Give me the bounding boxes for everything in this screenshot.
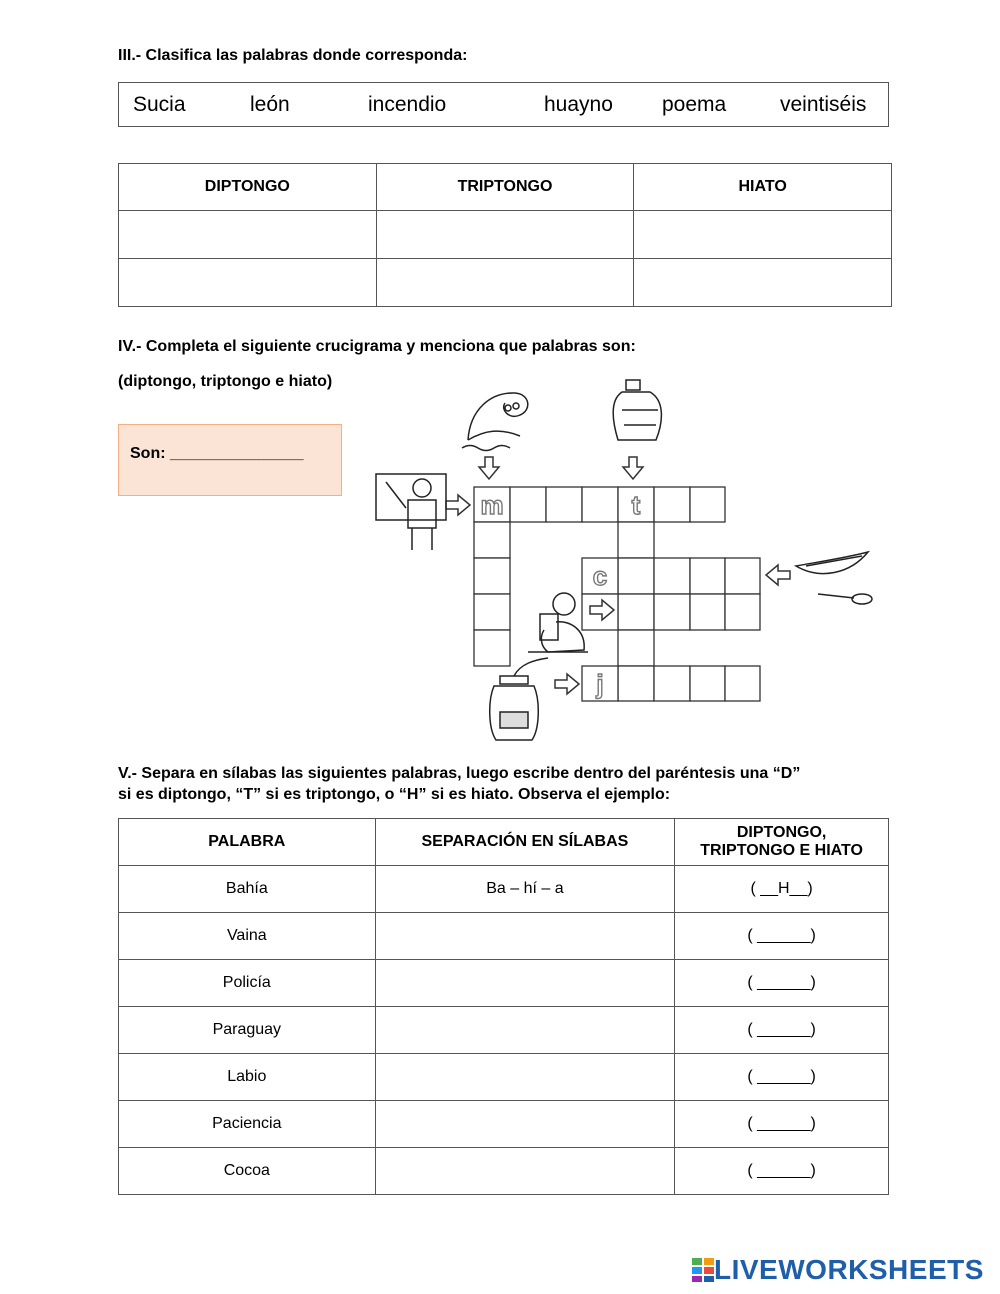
- crossword-grid: [474, 487, 760, 701]
- answer-cell[interactable]: [376, 259, 634, 307]
- header-tipo-line2: TRIPTONGO E HIATO: [700, 842, 863, 859]
- section4-subheading: (diptongo, triptongo e hiato): [118, 373, 333, 390]
- arrow-right-icon: [555, 674, 579, 694]
- answer-cell[interactable]: [119, 211, 377, 259]
- syllable-input[interactable]: [375, 1101, 675, 1148]
- liveworksheets-logo-text: LIVEWORKSHEETS: [714, 1254, 984, 1285]
- crossword-letter-m: m: [480, 490, 504, 520]
- word-cell: Cocoa: [119, 1148, 376, 1195]
- crossword-letter-j: j: [596, 669, 604, 699]
- answer-cell[interactable]: [634, 259, 892, 307]
- teacher-icon: [376, 474, 446, 550]
- arrow-left-icon: [766, 565, 790, 585]
- table-row: [119, 960, 889, 1007]
- child-reading-icon: [528, 593, 588, 652]
- syllable-input[interactable]: [375, 1054, 675, 1101]
- arrow-down-icon: [479, 457, 499, 479]
- table-row: [119, 913, 889, 960]
- header-diptongo: DIPTONGO: [119, 164, 377, 211]
- word-bank-item: huayno: [544, 93, 613, 116]
- table-row: [119, 1054, 889, 1101]
- syllable-cell: Ba – hí – a: [375, 866, 675, 913]
- son-label: Son: _______________: [130, 445, 304, 462]
- table-row: [119, 866, 889, 913]
- son-answer-box[interactable]: [118, 424, 342, 496]
- liveworksheets-logo: [692, 1255, 984, 1285]
- header-separacion: SEPARACIÓN EN SÍLABAS: [375, 819, 675, 866]
- word-cell: Labio: [119, 1054, 376, 1101]
- word-bank-item: poema: [662, 93, 727, 116]
- word-bank-item: veintiséis: [780, 93, 867, 116]
- answer-input[interactable]: ( ______): [675, 1007, 889, 1054]
- answer-input[interactable]: ( ______): [675, 960, 889, 1007]
- header-palabra: PALABRA: [119, 819, 376, 866]
- header-tipo-line1: DIPTONGO,: [736, 824, 827, 841]
- arrow-down-icon: [623, 457, 643, 479]
- word-bank-item: Sucia: [133, 93, 186, 116]
- arrow-right-icon: [446, 495, 470, 515]
- crossword-letter-t: t: [631, 490, 641, 520]
- section5-heading-line2: si es diptongo, “T” si es triptongo, o “H” si es hiato. Observa el ejemplo:: [118, 786, 671, 803]
- word-cell: Paciencia: [119, 1101, 376, 1148]
- word-cell: Paraguay: [119, 1007, 376, 1054]
- tostadora-icon: [613, 380, 661, 440]
- word-cell: Bahía: [119, 866, 376, 913]
- canoe-icon: [796, 552, 872, 604]
- syllable-input[interactable]: [375, 1148, 675, 1195]
- table-row: [119, 1101, 889, 1148]
- header-triptongo: TRIPTONGO: [376, 164, 634, 211]
- header-hiato: HIATO: [634, 164, 892, 211]
- honey-jar-icon: [490, 658, 548, 740]
- answer-input[interactable]: ( ______): [675, 1148, 889, 1195]
- liveworksheets-logo-icon: [692, 1258, 714, 1282]
- crossword-letter-c: c: [592, 561, 608, 591]
- header-tipo: [675, 819, 889, 866]
- table-row: [119, 1007, 889, 1054]
- answer-cell[interactable]: [634, 211, 892, 259]
- section5-heading-line1: V.- Separa en sílabas las siguientes palabras, luego escribe dentro del paréntesis una “D”: [118, 765, 801, 782]
- word-bank-item: león: [250, 93, 290, 116]
- syllable-input[interactable]: [375, 960, 675, 1007]
- syllables-table: [118, 818, 889, 1195]
- word-bank-box: [118, 82, 889, 127]
- word-bank-item: incendio: [368, 93, 447, 116]
- answer-input[interactable]: ( ______): [675, 1054, 889, 1101]
- classification-table: [118, 163, 892, 307]
- syllable-input[interactable]: [375, 1007, 675, 1054]
- section5-heading: [118, 763, 800, 805]
- word-cell: Policía: [119, 960, 376, 1007]
- answer-cell[interactable]: [119, 259, 377, 307]
- answer-input[interactable]: ( ______): [675, 913, 889, 960]
- section3-heading: III.- Clasifica las palabras donde corresponda:: [118, 47, 468, 64]
- answer-cell: ( __H__): [675, 866, 889, 913]
- table-row: [119, 1148, 889, 1195]
- syllable-input[interactable]: [375, 913, 675, 960]
- answer-cell[interactable]: [376, 211, 634, 259]
- crossword-puzzle: [370, 378, 880, 744]
- answer-input[interactable]: ( ______): [675, 1101, 889, 1148]
- wave-icon: [462, 393, 528, 451]
- word-cell: Vaina: [119, 913, 376, 960]
- section4-heading: IV.- Completa el siguiente crucigrama y menciona que palabras son:: [118, 338, 636, 355]
